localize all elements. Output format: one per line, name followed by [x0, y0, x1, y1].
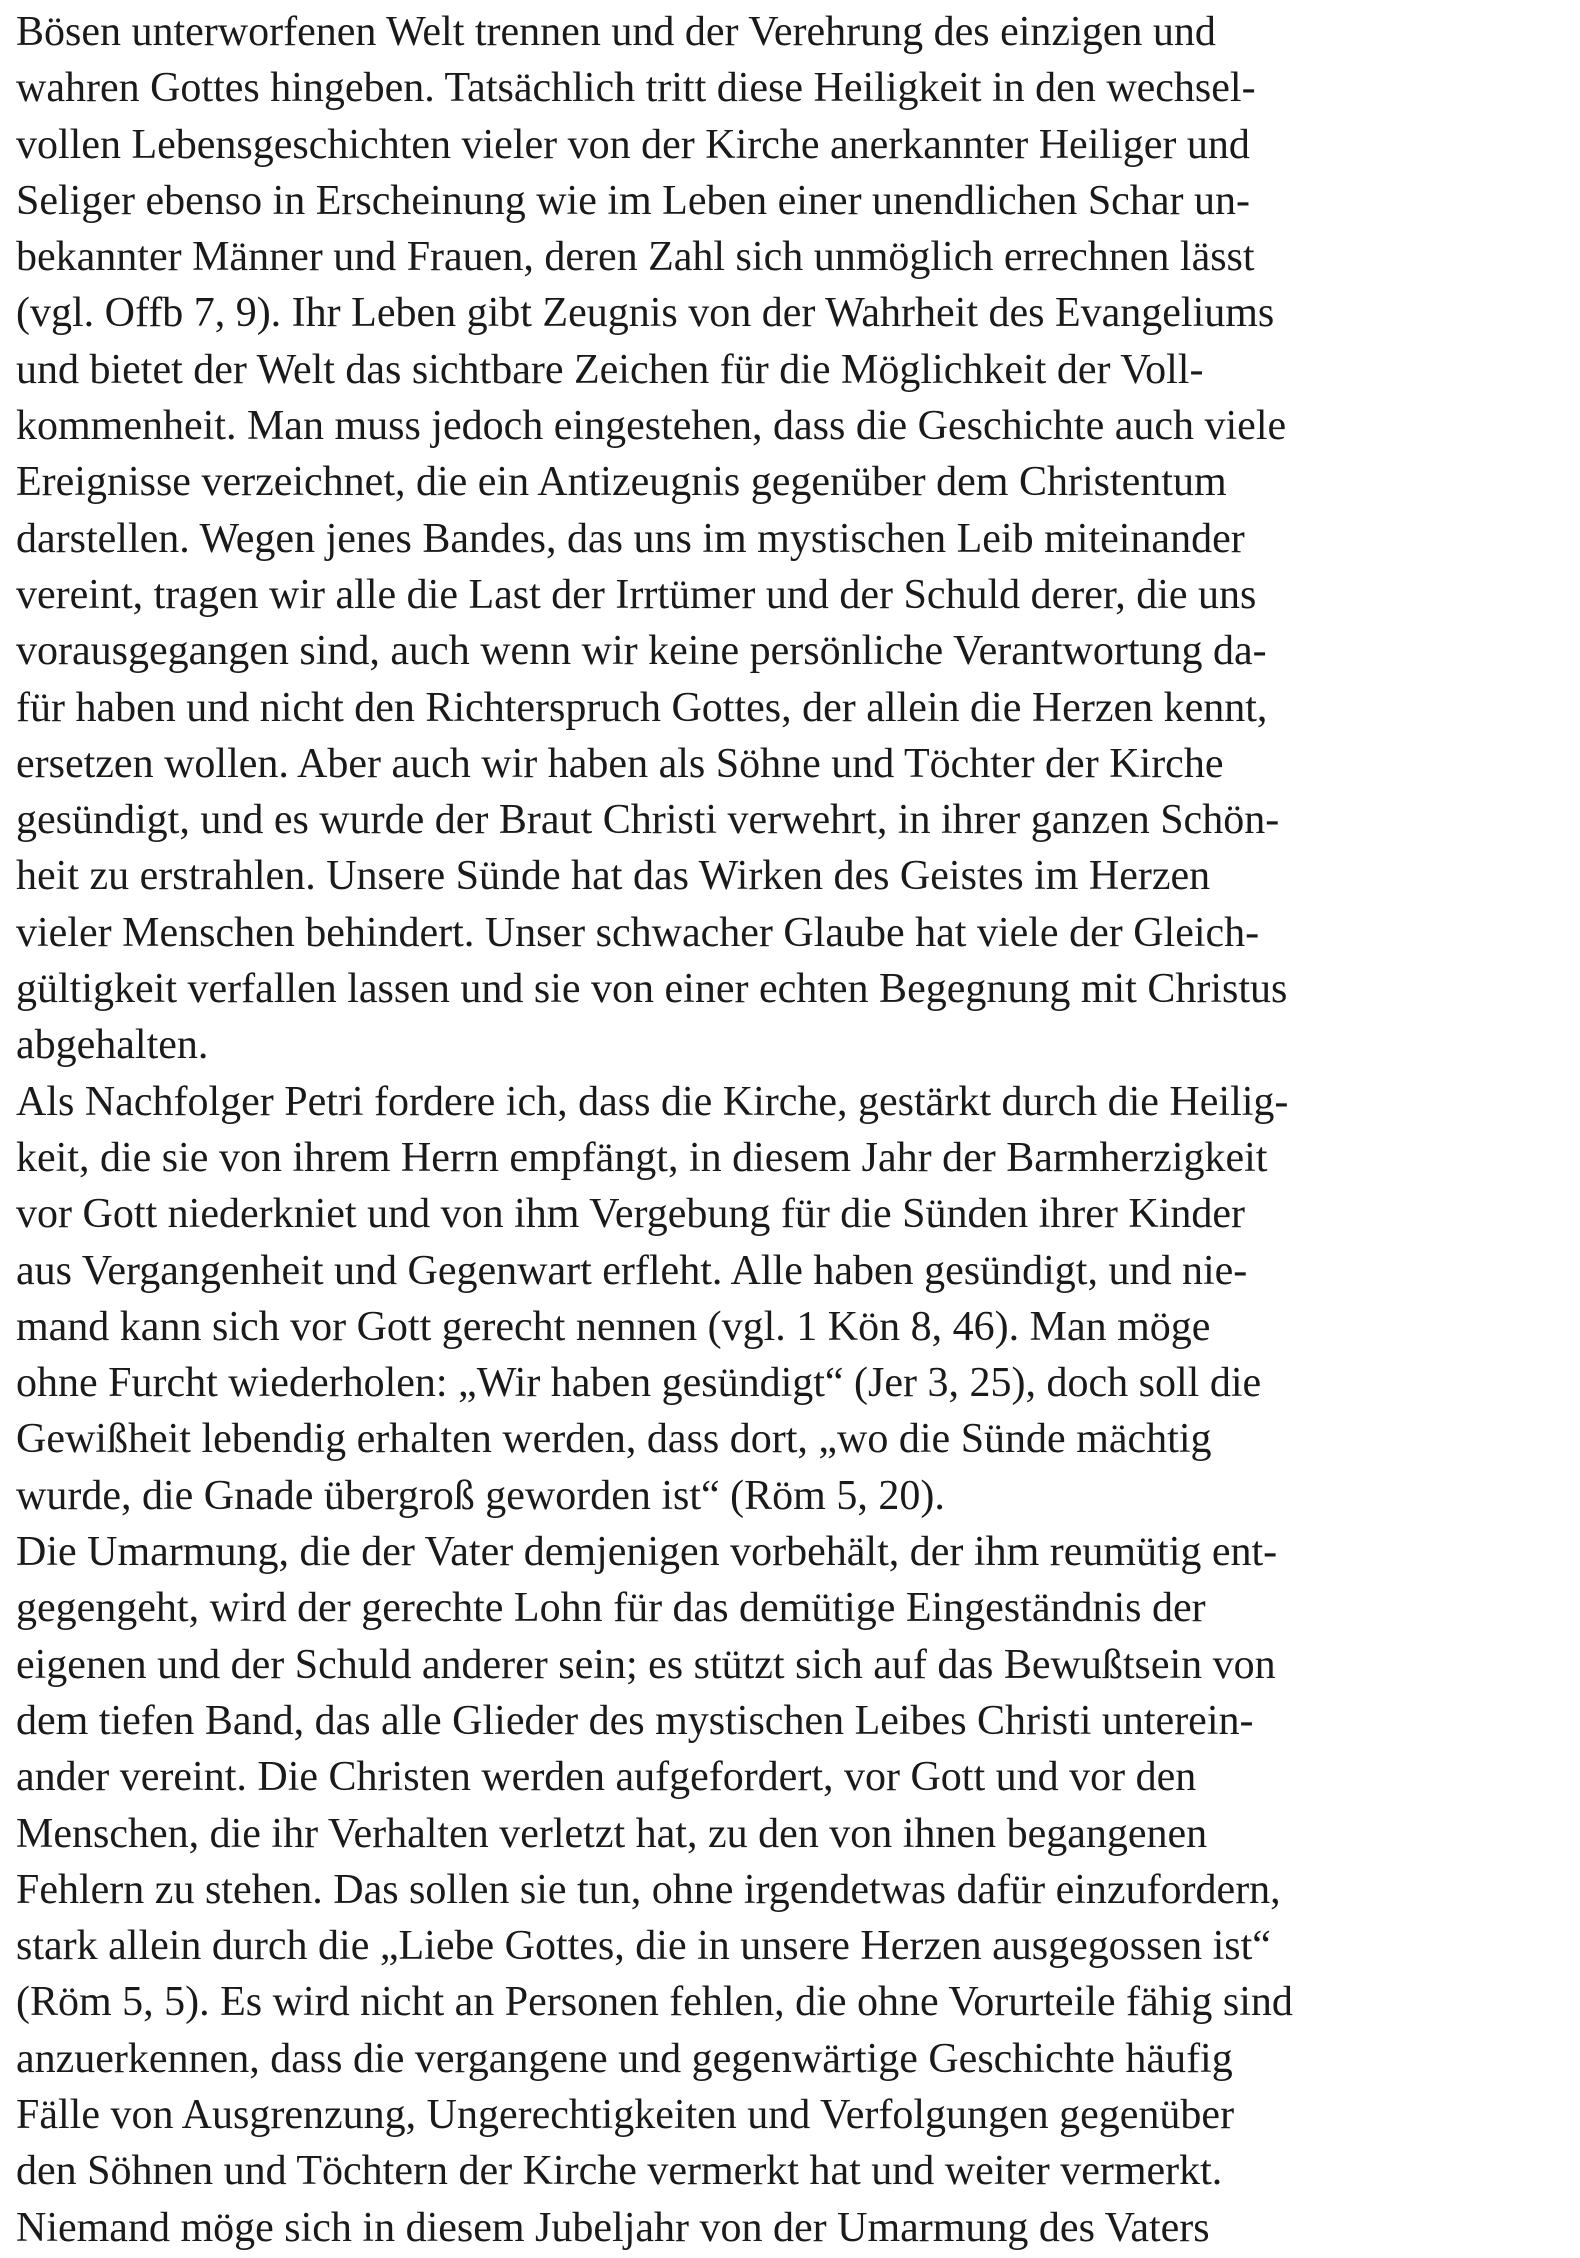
- text-line: gegengeht, wird der gerechte Lohn für das demütige Eingeständnis der: [16, 1585, 1206, 1632]
- text-line: stark allein durch die „Liebe Gottes, die in unsere Herzen ausgegossen ist“: [16, 1923, 1271, 1970]
- text-line: Fehlern zu stehen. Das sollen sie tun, ohne irgendetwas dafür einzufordern,: [16, 1866, 1281, 1913]
- document-page: [16, 4, 1536, 2256]
- text-line: aus Vergangenheit und Gegenwart erfleht. Alle haben gesündigt, und nie-: [16, 1247, 1248, 1294]
- text-line: mand kann sich vor Gott gerecht nennen (vgl. 1 Kön 8, 46). Man möge: [16, 1303, 1211, 1350]
- text-line: Seliger ebenso in Erscheinung wie im Leben einer unendlichen Schar un-: [16, 177, 1250, 224]
- text-line: Menschen, die ihr Verhalten verletzt hat, zu den von ihnen begangenen: [16, 1810, 1208, 1857]
- text-line: (vgl. Offb 7, 9). Ihr Leben gibt Zeugnis von der Wahrheit des Evangeliums: [16, 290, 1275, 337]
- text-line: eigenen und der Schuld anderer sein; es stützt sich auf das Bewußtsein von: [16, 1641, 1276, 1688]
- text-line: gesündigt, und es wurde der Braut Christi verwehrt, in ihrer ganzen Schön-: [16, 797, 1280, 844]
- paragraph-3: [16, 1524, 1536, 2256]
- text-line: Als Nachfolger Petri fordere ich, dass die Kirche, gestärkt durch die Heilig-: [16, 1078, 1289, 1125]
- text-line: heit zu erstrahlen. Unsere Sünde hat das Wirken des Geistes im Herzen: [16, 853, 1211, 900]
- text-line: für haben und nicht den Richterspruch Gottes, der allein die Herzen kennt,: [16, 684, 1268, 731]
- text-line: Fälle von Ausgrenzung, Ungerechtigkeiten und Verfolgungen gegenüber: [16, 2091, 1235, 2138]
- text-line: vorausgegangen sind, auch wenn wir keine persönliche Verantwortung da-: [16, 628, 1267, 675]
- text-line: gültigkeit verfallen lassen und sie von einer echten Begegnung mit Christus: [16, 966, 1288, 1013]
- text-line: kommenheit. Man muss jedoch eingestehen, dass die Geschichte auch viele: [16, 403, 1287, 450]
- text-line: abgehalten.: [16, 1022, 209, 1069]
- text-line: vieler Menschen behindert. Unser schwacher Glaube hat viele der Gleich-: [16, 909, 1260, 956]
- text-line: wurde, die Gnade übergroß geworden ist“ (Röm 5, 20).: [16, 1472, 945, 1519]
- text-line: Die Umarmung, die der Vater demjenigen vorbehält, der ihm reumütig ent-: [16, 1529, 1278, 1576]
- text-line: Ereignisse verzeichnet, die ein Antizeugnis gegenüber dem Christentum: [16, 459, 1227, 506]
- text-line: bekannter Männer und Frauen, deren Zahl sich unmöglich errechnen lässt: [16, 234, 1255, 281]
- text-line: Niemand möge sich in diesem Jubeljahr von der Umarmung des Vaters: [16, 2204, 1210, 2251]
- text-line: anzuerkennen, dass die vergangene und gegenwärtige Geschichte häufig: [16, 2035, 1233, 2082]
- text-line: Gewißheit lebendig erhalten werden, dass dort, „wo die Sünde mächtig: [16, 1416, 1212, 1463]
- text-line: ohne Furcht wiederholen: „Wir haben gesündigt“ (Jer 3, 25), doch soll die: [16, 1360, 1262, 1407]
- text-line: vollen Lebensgeschichten vieler von der Kirche anerkannter Heiliger und: [16, 121, 1250, 168]
- text-line: und bietet der Welt das sichtbare Zeichen für die Möglichkeit der Voll-: [16, 346, 1204, 393]
- text-line: (Röm 5, 5). Es wird nicht an Personen fehlen, die ohne Vorurteile fähig sind: [16, 1979, 1293, 2026]
- text-line: ander vereint. Die Christen werden aufgefordert, vor Gott und vor den: [16, 1754, 1197, 1801]
- text-line: vor Gott niederkniet und von ihm Vergebung für die Sünden ihrer Kinder: [16, 1191, 1246, 1238]
- text-line: den Söhnen und Töchtern der Kirche vermerkt hat und weiter vermerkt.: [16, 2148, 1223, 2195]
- text-line: keit, die sie von ihrem Herrn empfängt, in diesem Jahr der Barmherzigkeit: [16, 1134, 1268, 1181]
- text-line: dem tiefen Band, das alle Glieder des mystischen Leibes Christi unterein-: [16, 1697, 1254, 1744]
- paragraph-1: [16, 4, 1536, 1074]
- text-line: Bösen unterworfenen Welt trennen und der Verehrung des einzigen und: [16, 9, 1216, 55]
- text-line: darstellen. Wegen jenes Bandes, das uns im mystischen Leib miteinander: [16, 515, 1245, 562]
- text-line: ersetzen wollen. Aber auch wir haben als Söhne und Töchter der Kirche: [16, 740, 1224, 787]
- text-line: wahren Gottes hingeben. Tatsächlich tritt diese Heiligkeit in den wechsel-: [16, 65, 1256, 112]
- text-line: vereint, tragen wir alle die Last der Irrtümer und der Schuld derer, die uns: [16, 571, 1257, 618]
- paragraph-2: [16, 1074, 1536, 1524]
